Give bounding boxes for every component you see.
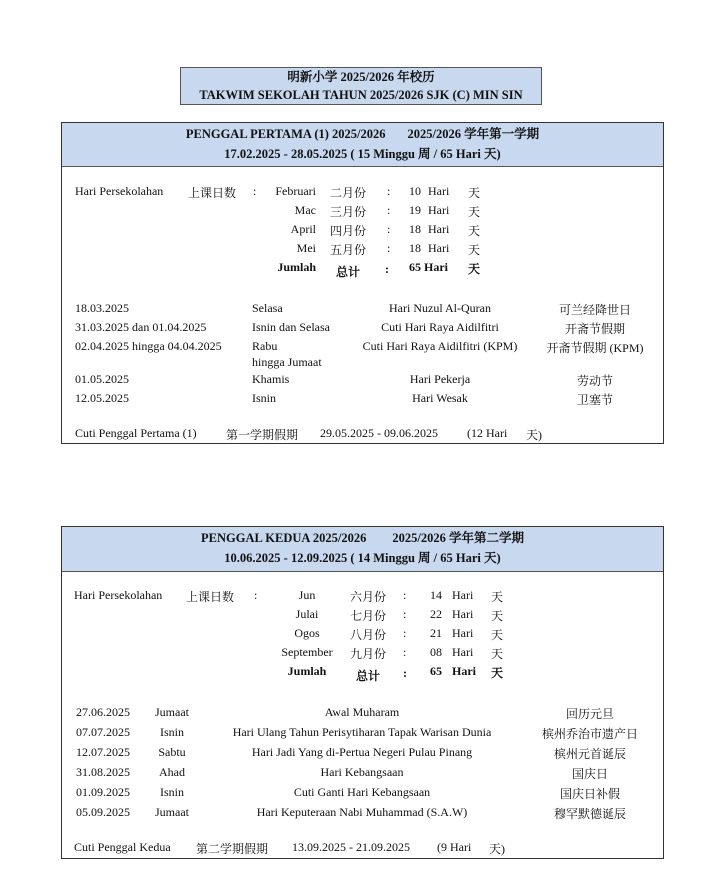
month-name-cn: 八月份 [350,628,387,642]
month-name: Mei [296,241,316,255]
holiday-day: Jumaat [155,805,189,819]
holiday-event: Hari Ulang Tahun Perisytiharan Tapak Warisan Dunia [232,725,492,739]
term2-school-days-label-cn: 上课日数 [186,590,235,604]
holiday-date: 18.03.2025 [75,301,129,315]
term2-break-label: Cuti Penggal Kedua [74,840,171,854]
holiday-event-cn: 开斋节假期 (KPM) [546,341,644,355]
month-colon: : [387,184,391,198]
month-name-cn: 三月份 [330,205,367,219]
month-name: April [290,222,316,236]
term1-break-range: 29.05.2025 - 09.06.2025 [320,426,438,440]
holiday-date: 12.05.2025 [75,391,129,405]
month-name-cn: 二月份 [330,186,367,200]
term1-heading-cn: 2025/2026 学年第一学期 [407,127,540,141]
month-unit-cn: 天 [491,609,504,623]
month-unit-cn: 天 [491,647,504,661]
holiday-event: Cuti Hari Raya Aidilfitri [381,320,499,334]
month-days: 18 [409,222,421,236]
term1-header [62,123,663,167]
holiday-day: Isnin dan Selasa [252,320,330,334]
month-days: 10 [409,184,421,198]
month-name-cn: 九月份 [350,647,387,661]
term1-break-label: Cuti Penggal Pertama (1) [75,426,197,440]
holiday-day: Jumaat [155,705,189,719]
month-days: 18 [409,241,421,255]
term1-school-days-label: Hari Persekolahan [75,184,164,198]
holiday-event: Hari Jadi Yang di-Pertua Negeri Pulau Pinang [251,745,473,759]
holiday-event: Hari Kebangsaan [320,765,404,779]
holiday-event: Hari Keputeraan Nabi Muhammad (S.A.W) [256,805,468,819]
month-unit: Hari [452,645,474,659]
holiday-date: 12.07.2025 [76,745,130,759]
total-colon: : [403,666,407,680]
total-label: Jumlah [277,260,316,274]
holiday-event-cn: 开斋节假期 [564,322,625,336]
month-colon: : [387,203,391,217]
holiday-day: Ahad [159,765,185,779]
total-days: 65 [430,664,442,678]
holiday-day: Khamis [252,372,290,386]
month-name: Mac [294,203,316,217]
total-unit-cn: 天 [491,666,504,680]
title-malay: TAKWIM SEKOLAH TAHUN 2025/2026 SJK (C) MIN SIN [199,88,523,102]
holiday-event: Cuti Ganti Hari Kebangsaan [293,785,431,799]
holiday-date: 01.05.2025 [75,372,129,386]
holiday-event-cn: 回历元旦 [565,707,614,721]
month-unit: Hari [428,184,450,198]
term1-school-days-colon: : [253,184,257,198]
holiday-date: 31.08.2025 [76,765,130,779]
month-unit-cn: 天 [468,224,481,238]
month-unit: Hari [428,222,450,236]
holiday-event-cn: 卫塞节 [576,393,613,407]
month-days: 21 [430,626,442,640]
month-days: 08 [430,645,442,659]
holiday-day: Isnin [160,785,184,799]
term1-break-label-cn: 第一学期假期 [226,428,299,442]
holiday-day: Selasa [252,301,283,315]
month-name-cn: 七月份 [350,609,387,623]
holiday-date: 31.03.2025 dan 01.04.2025 [75,320,207,334]
month-days: 14 [430,588,442,602]
month-colon: : [403,645,407,659]
holiday-day: Rabu [252,339,278,353]
month-unit-cn: 天 [468,243,481,257]
term2-range: 10.06.2025 - 12.09.2025 ( 14 Minggu 周 / 65 Hari 天) [224,551,501,565]
term2-heading: PENGGAL KEDUA 2025/2026 [201,531,367,545]
term1-range: 17.02.2025 - 28.05.2025 ( 15 Minggu 周 / 65 Hari 天) [224,147,501,161]
holiday-event-cn: 可兰经降世日 [558,303,631,317]
holiday-event: Hari Nuzul Al-Quran [389,301,491,315]
holiday-event-cn: 槟州乔治市遗产日 [541,727,638,741]
month-unit-cn: 天 [491,628,504,642]
holiday-date: 02.04.2025 hingga 04.04.2025 [75,339,222,353]
month-name: Julai [295,607,319,621]
holiday-date: 01.09.2025 [76,785,130,799]
holiday-day: Isnin [252,391,276,405]
holiday-event: Awal Muharam [324,705,400,719]
holiday-event-cn: 劳动节 [576,374,613,388]
month-colon: : [387,222,391,236]
month-unit: Hari [428,203,450,217]
term2-break-range: 13.09.2025 - 21.09.2025 [292,840,410,854]
term1-school-days-label-cn: 上课日数 [188,186,237,200]
month-colon: : [387,241,391,255]
month-name-cn: 五月份 [330,243,367,257]
month-unit: Hari [428,241,450,255]
month-colon: : [403,588,407,602]
month-unit-cn: 天 [468,205,481,219]
term2-school-days-colon: : [254,588,258,602]
month-days: 22 [430,607,442,621]
month-unit-cn: 天 [491,590,504,604]
holiday-event-cn: 槟州元首诞辰 [553,747,626,761]
holiday-date: 07.07.2025 [76,725,130,739]
term1-break-unit-cn: 天) [526,428,542,442]
calendar-title [180,67,542,105]
month-name: September [281,645,333,659]
holiday-event-cn: 国庆日 [571,767,608,781]
month-days: 19 [409,203,421,217]
month-unit: Hari [452,588,474,602]
month-name: Jun [298,588,316,602]
holiday-day: Isnin [160,725,184,739]
month-unit: Hari [452,607,474,621]
total-unit-cn: 天 [468,262,481,276]
holiday-date: 27.06.2025 [76,705,130,719]
holiday-event: Hari Wesak [412,391,468,405]
holiday-date: 05.09.2025 [76,805,130,819]
term2-break-label-cn: 第二学期假期 [196,842,269,856]
month-colon: : [403,626,407,640]
holiday-day: Sabtu [158,745,186,759]
month-unit-cn: 天 [468,186,481,200]
total-colon: : [385,262,389,276]
month-name: Februari [275,184,316,198]
total-label-cn: 总计 [336,265,361,279]
total-label: Jumlah [287,664,327,678]
total-label-cn: 总计 [356,669,381,683]
month-name-cn: 四月份 [330,224,367,238]
holiday-day-cont: hingga Jumaat [252,355,322,369]
month-name: Ogos [294,626,320,640]
term2-school-days-label: Hari Persekolahan [74,588,163,602]
holiday-event: Cuti Hari Raya Aidilfitri (KPM) [362,339,518,353]
term2-header [62,527,663,572]
month-name-cn: 六月份 [350,590,387,604]
month-colon: : [403,607,407,621]
holiday-event-cn: 穆罕默德诞辰 [553,807,626,821]
term2-heading-cn: 2025/2026 学年第二学期 [392,531,524,545]
holiday-event: Hari Pekerja [409,372,471,386]
title-chinese: 明新小学 2025/2026 年校历 [287,70,435,84]
total-unit: Hari [452,664,476,678]
term2-break-unit-cn: 天) [489,842,505,856]
total-days: 65 Hari [409,260,448,274]
term1-heading: PENGGAL PERTAMA (1) 2025/2026 [185,127,386,141]
holiday-event-cn: 国庆日补假 [559,787,620,801]
term2-break-days: (9 Hari [437,840,472,854]
term1-break-days: (12 Hari [467,426,508,440]
month-unit: Hari [452,626,474,640]
